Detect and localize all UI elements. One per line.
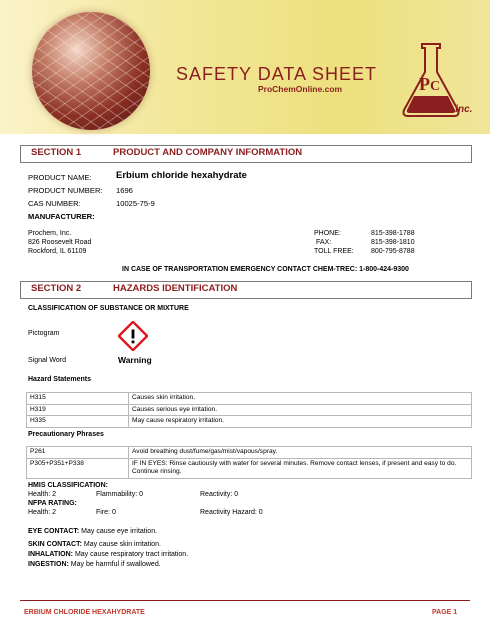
product-number: 1696: [116, 186, 133, 195]
cas-number: 10025-75-9: [116, 199, 155, 208]
tollfree-number: 800-795-8788: [371, 248, 415, 255]
globe-image: [32, 12, 150, 130]
section-1-header: [20, 145, 472, 163]
logo-text: ProChem inc.: [408, 104, 473, 115]
section-number: SECTION 1: [31, 147, 82, 158]
emergency-contact: IN CASE OF TRANSPORTATION EMERGENCY CONTACT CHEM-TREC: 1-800-424-9300: [122, 266, 409, 273]
manufacturer-label: MANUFACTURER:: [28, 212, 95, 221]
nfpa-reactivity: Reactivity Hazard: 0: [200, 509, 263, 516]
hazard-code: H319: [27, 404, 129, 416]
table-row: [27, 447, 472, 459]
product-number-label: PRODUCT NUMBER:: [28, 186, 103, 195]
address-line-2: Rockford, IL 61109: [28, 248, 87, 255]
section-2-header: [20, 281, 472, 299]
tollfree-label: TOLL FREE:: [314, 248, 354, 255]
nfpa-fire: Fire: 0: [96, 509, 116, 516]
classification-heading: CLASSIFICATION OF SUBSTANCE OR MIXTURE: [28, 305, 189, 312]
hazard-text: Causes skin irritation.: [129, 393, 472, 405]
section-title: PRODUCT AND COMPANY INFORMATION: [113, 147, 303, 158]
precaution-code: P261: [27, 447, 129, 459]
hmis-health: Health: 2: [28, 491, 57, 498]
inhalation: INHALATION: May cause respiratory tract irritation.: [28, 551, 189, 558]
table-row: [27, 416, 472, 428]
product-name: Erbium chloride hexahydrate: [116, 170, 247, 181]
hazard-text: May cause respiratory irritation.: [129, 416, 472, 428]
precautionary-label: Precautionary Phrases: [28, 431, 104, 438]
hazard-statements-table: [26, 392, 472, 428]
table-row: [27, 404, 472, 416]
address-line-1: 826 Roosevelt Road: [28, 239, 92, 246]
nfpa-label: NFPA RATING:: [28, 500, 77, 507]
product-name-label: PRODUCT NAME:: [28, 173, 92, 182]
footer-page-number: PAGE 1: [432, 609, 458, 616]
footer-product-name: ERBIUM CHLORIDE HEXAHYDRATE: [24, 609, 145, 616]
precautionary-table: [26, 446, 472, 479]
eye-contact: EYE CONTACT: May cause eye irritation.: [28, 528, 158, 535]
hazard-code: H315: [27, 393, 129, 405]
pictogram-label: Pictogram: [28, 330, 60, 337]
hazard-text: Causes serious eye irritation.: [129, 404, 472, 416]
fax-number: 815-398-1810: [371, 239, 415, 246]
hmis-reactivity: Reactivity: 0: [200, 491, 239, 498]
svg-text:C: C: [430, 79, 441, 94]
company-name: Prochem, Inc.: [28, 230, 72, 237]
hazard-code: H335: [27, 416, 129, 428]
phone-number: 815-398-1788: [371, 230, 415, 237]
footer-divider: [20, 600, 470, 601]
svg-text:P: P: [419, 74, 430, 94]
website-link[interactable]: ProChemOnline.com: [258, 84, 343, 94]
ingestion: INGESTION: May be harmful if swallowed.: [28, 561, 161, 568]
section-title: HAZARDS IDENTIFICATION: [113, 283, 238, 294]
signal-word: Warning: [118, 355, 152, 365]
cas-label: CAS NUMBER:: [28, 199, 81, 208]
hazard-statements-label: Hazard Statements: [28, 376, 92, 383]
hmis-flammability: Flammability: 0: [96, 491, 144, 498]
table-row: [27, 458, 472, 478]
fax-label: FAX:: [316, 239, 332, 246]
exclamation-mark-hazard-icon: [118, 321, 148, 351]
phone-label: PHONE:: [314, 230, 341, 237]
precaution-code: P305+P351+P338: [27, 458, 129, 478]
hmis-label: HMIS CLASSIFICATION:: [28, 482, 108, 489]
nfpa-health: Health: 2: [28, 509, 57, 516]
precaution-text: Avoid breathing dust/fume/gas/mist/vapous/spray.: [129, 447, 472, 459]
section-number: SECTION 2: [31, 283, 82, 294]
table-row: [27, 393, 472, 405]
precaution-text: IF IN EYES: Rinse cautiously with water for several minutes. Remove contact lenses, if present and easy to do. Continue rinsing.: [129, 458, 472, 478]
signal-word-label: Signal Word: [28, 357, 67, 364]
document-title: SAFETY DATA SHEET: [176, 64, 378, 84]
skin-contact: SKIN CONTACT: May cause skin irritation.: [28, 541, 161, 548]
